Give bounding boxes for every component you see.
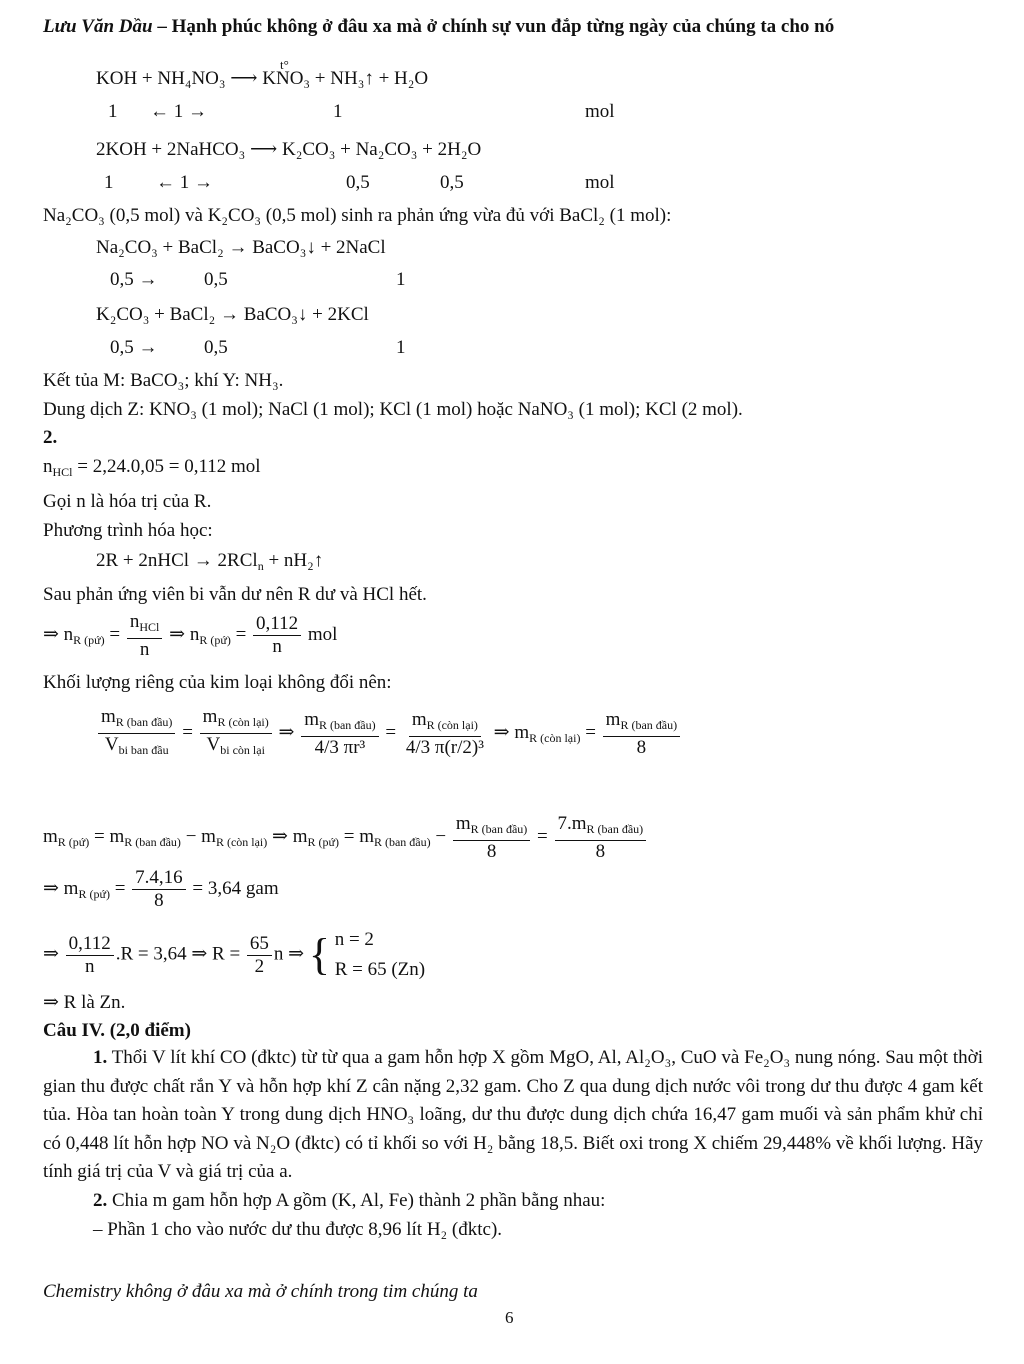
density-m2-sub: R (còn lại) [217,715,269,730]
reaction-4-mol-b: 0,5 [204,337,228,358]
reaction-r-hcl-sub: n [257,559,264,573]
reaction-1-mol-unit: mol [585,101,615,122]
question-4-part-2 [93,1188,605,1214]
final-num: 0,112 [66,933,114,956]
reaction-2-mol-c: 0,5 [346,172,370,193]
final-fraction-2 [247,933,272,978]
mass-con-m: m [201,826,216,847]
density-m-6: m [605,708,621,730]
page-header [43,14,834,40]
density-frac-4 [403,709,487,759]
n-r-fraction [127,611,163,661]
reaction-2-mol-a: 1 [104,172,114,193]
author-signature: Lưu Văn Dầu [43,16,153,37]
reaction-1-condition: t° [280,57,289,72]
mass-frac-2-sub: R (ban đầu) [586,821,644,836]
intro-reaction-3: Na₂CO₃ (0,5 mol) và K₂CO₃ (0,5 mol) sinh ra phản ứng vừa đủ với BaCl₂ (1 mol): [43,205,672,226]
reaction-4-mol-c: 1 [396,337,406,358]
mass-frac-1 [453,813,530,863]
density-v2-sub: bi còn lại [220,743,265,758]
page-number: 6 [505,1308,514,1327]
conclusion-solution: Dung dịch Z: KNO₃ (1 mol); NaCl (1 mol); KCl (1 mol) hoặc NaNO₃ (1 mol); KCl (2 mol). [43,399,743,420]
question-4-part-2-text: Chia m gam hỗn hợp A gồm (K, Al, Fe) thành 2 phần bằng nhau: [112,1190,606,1211]
density-frac-3 [301,709,378,759]
valence-statement: Gọi n là hóa trị của R. [43,491,212,512]
density-res-den: 8 [636,736,647,758]
n-r-lhs: ⇒ n [43,624,74,645]
reaction-3-mol-b: 0,5 [204,269,228,290]
page-footer: Chemistry không ở đâu xa mà ở chính trong tim chúng ta [43,1281,478,1302]
n-hcl-sub: HCl [52,465,73,479]
mass-pu-sub-2: R (pứ) [307,835,339,849]
excess-statement: Sau phản ứng viên bi vẫn dư nên R dư và HCl hết. [43,584,427,605]
mass-frac-1-m: m [455,812,471,834]
system-brace: { [308,930,330,979]
density-equation: $\frac{m_{R (ban đầu)}}{V_{bi ban đầu}}$ = $\frac{m_{R (còn lại)}}{V_{bi còn lại}}$ ⇒ $\frac{m_{R (ban đầu)}}{\text{4/3 πr³}}$ = $\frac{m_{R (còn lại)}}{\text{4/3 π(r/2)³}}$ ⇒ $m_{R (còn lại)}$ = $\frac{m_{R (ban đầu)}}{8}$ [96,703,682,768]
mass-ban-m-2: m [359,826,374,847]
case-system [335,925,425,985]
density-frac-2 [200,706,272,761]
reaction-1-mol-a: 1 [108,101,118,122]
mass-frac-2 [555,813,647,863]
case-1: n = 2 [334,929,374,950]
mass-calc-line: ⇒ $m_{R (pứ)}$ = $\frac{7.4,16}{8}$ = 3,64 gam [43,867,279,912]
reaction-1 [96,66,428,92]
density-frac-1 [98,706,175,761]
part-2-label: 2. [43,427,58,448]
n-r-frac-num: n [129,610,140,632]
part-2-conclusion: ⇒ R là Zn. [43,992,126,1013]
n-r-mid: ⇒ n [169,624,200,645]
question-4-part-2-num: 2. [93,1190,108,1211]
mass-frac-1-sub: R (ban đầu) [470,821,528,836]
mass-reacted-equation: $m_{R (pứ)} = m_{R (ban đầu)} - m_{R (còn lại)}$ ⇒ $m_{R (pứ)} = m_{R (ban đầu)}$ − $\frac{m_{R (ban đầu)}}{8}$ = $\frac{7.m_{R (ban đầu)}}{8}$ [43,810,648,869]
n-hcl-line [43,454,261,485]
mass-frac-2-den: 8 [595,840,606,862]
calc-m: m [63,878,79,899]
density-statement: Khối lượng riêng của kim loại không đổi nên: [43,672,392,693]
density-v1-sub: bi ban đầu [118,743,169,758]
n-r-unit: mol [307,624,338,645]
mass-con-sub: R (còn lại) [215,835,268,849]
n-r-value-den: n [272,636,282,658]
reaction-2-mol-d: 0,5 [440,172,464,193]
calc-sub: R (pứ) [78,887,110,901]
mass-ban-m: m [109,826,125,847]
reaction-1-equation: KOH + NH₄NO₃ ⟶ KNO₃ + NH₃↑ + H₂O [96,68,429,89]
question-4-part-1 [43,1044,983,1187]
density-m-1: m [101,706,116,728]
n-r-sub: R (pứ) [73,633,105,647]
reaction-4-equation: K₂CO₃ + BaCl₂ → BaCO₃↓ + 2KCl [96,304,369,325]
final-fraction-1 [66,933,114,978]
final-after: n ⇒ [273,943,305,965]
n-hcl-symbol: n [43,456,53,477]
calc-num: 7.4,16 [132,867,186,890]
density-m3-sub: R (ban đầu) [318,717,376,732]
density-vol-2: 4/3 π(r/2)³ [405,736,484,758]
mass-ban-sub: R (ban đầu) [124,835,181,849]
density-vol-1: 4/3 πr³ [314,736,366,758]
reaction-4-mol-a: 0,5 → [110,337,158,358]
mass-pu-m-2: m [292,826,308,847]
reaction-2-mol-b: ← 1 → [156,172,213,193]
density-m5-sub: R (còn lại) [529,731,581,745]
final-mid: .R = 3,64 ⇒ R = [115,943,241,965]
calc-den: 8 [154,890,164,912]
reaction-2-mol-unit: mol [585,172,615,193]
header-motto: – Hạnh phúc không ở đâu xa mà ở chính sự vun đắp từng ngày của chúng ta cho nó [157,16,835,37]
density-m6-sub: R (ban đầu) [620,717,678,732]
question-4-part-1-num: 1. [93,1047,108,1068]
reaction-r-hcl-rhs: + nH₂↑ [268,550,324,571]
final-r-num: 65 [247,933,272,956]
density-v-2: V [206,734,221,756]
reaction-r-hcl [96,548,323,579]
n-r-frac-num-sub: HCl [139,619,160,634]
density-m-3: m [304,708,319,730]
n-r-frac-den: n [139,638,150,660]
question-4-part-2-sub-1: – Phần 1 cho vào nước dư thu được 8,96 lít H₂ (đktc). [93,1219,503,1240]
reaction-r-hcl-lhs: 2R + 2nHCl → 2RCl [96,550,258,571]
conclusion-precipitate: Kết tủa M: BaCO₃; khí Y: NH₃. [43,370,284,391]
reaction-3-mol-c: 1 [396,269,406,290]
mass-frac-2-num: 7.m [557,812,587,834]
mass-frac-1-den: 8 [486,840,497,862]
calc-fraction [132,867,186,912]
mass-pu-sub: R (pứ) [57,835,90,849]
density-m1-sub: R (ban đầu) [115,715,173,730]
density-frac-5 [603,709,680,759]
reaction-3-mol-a: 0,5 → [110,269,158,290]
case-2: R = 65 (Zn) [334,959,426,980]
reaction-1-mol-b: ← 1 → [150,101,207,122]
equation-heading: Phương trình hóa học: [43,520,213,541]
final-den: n [84,955,95,977]
density-v-1: V [104,734,119,756]
n-hcl-value: = 2,24.0,05 = 0,112 mol [77,456,261,477]
question-4-title: Câu IV. (2,0 điểm) [43,1020,191,1041]
n-r-value-fraction [253,613,301,658]
reaction-2-equation: 2KOH + 2NaHCO₃ ⟶ K₂CO₃ + Na₂CO₃ + 2H₂O [96,139,482,160]
question-4-part-1-text: Thổi V lít khí CO (đktc) từ từ qua a gam hỗn hợp X gồm MgO, Al, Al₂O₃, CuO và Fe₂O₃ nung nóng. Sau một thời gian thu được chất rắn Y và hỗn hợp khí Z cân nặng 2,32 gam. Cho Z qua dung dịch nước vôi trong dư thu được 4 gam kết tủa. Hòa tan hoàn toàn Y trong dung dịch HNO₃ loãng, dư thu được dung dịch chứa 16,47 gam muối và sản phẩm khử chỉ có 0,448 lít hỗn hợp NO và N₂O (đktc) có tỉ khối so với H₂ bằng 18,5. Biết oxi trong X chiếm 29,448% về khối lượng. Hãy tính giá trị của V và giá trị của a. [43,1047,983,1182]
reaction-1-mol-c: 1 [333,101,343,122]
n-r-reacted-line: ⇒ $n_{R (pứ)}$ = $\frac{n_{HCl}}{n}$ ⇒ $n_{R (pứ)}$ = $\frac{0,112}{n}$ mol [43,610,338,660]
density-m-5: m [514,722,530,743]
density-m-4: m [411,708,427,730]
calc-value: = 3,64 gam [192,878,279,899]
density-m4-sub: R (còn lại) [426,717,478,732]
n-r-value-num: 0,112 [253,613,301,636]
final-r-den: 2 [254,955,265,977]
reaction-3-equation: Na₂CO₃ + BaCl₂ → BaCO₃↓ + 2NaCl [96,237,386,258]
n-r-sub-2: R (pứ) [199,633,231,647]
mass-pu-m: m [43,826,58,847]
mass-ban-sub-2: R (ban đầu) [373,835,431,849]
final-line: ⇒ $\frac{0,112}{n}$ .R = 3,64 ⇒ R = $\frac{65}{2}$ n ⇒ { n = 2 R = 65 (Zn) [43,925,425,985]
density-m-2: m [202,706,218,728]
